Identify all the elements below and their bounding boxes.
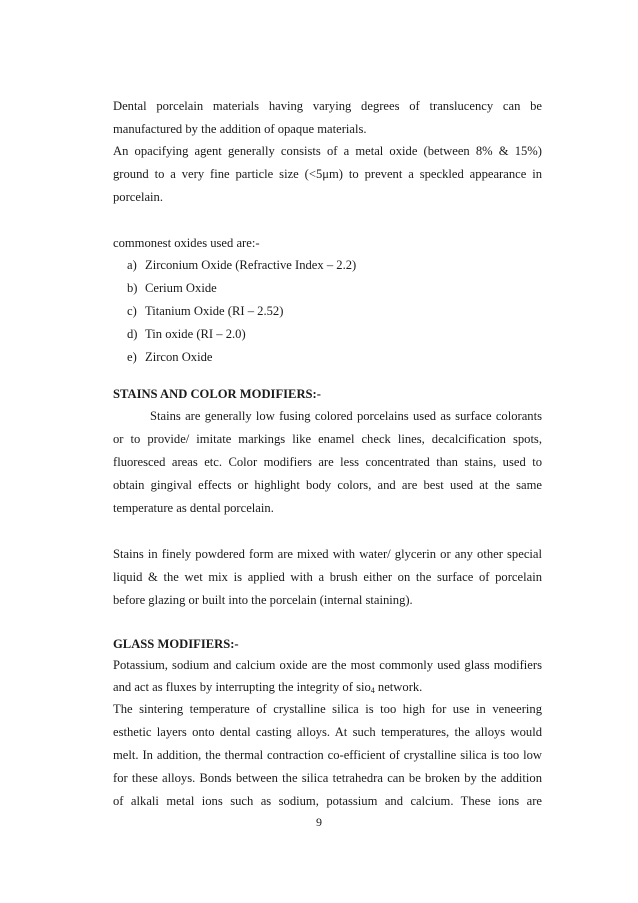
body-text: and act as fluxes by interrupting the integrity of sio — [113, 680, 371, 694]
body-line: temperature as dental porcelain. — [113, 501, 274, 515]
list-marker: a) — [127, 258, 137, 272]
list-item-text: Tin oxide (RI – 2.0) — [145, 327, 246, 341]
body-line: Stains in finely powdered form are mixed with water/ glycerin or any other special — [113, 547, 542, 561]
body-line: liquid & the wet mix is applied with a brush either on the surface of porcelain — [113, 570, 542, 584]
body-line: Dental porcelain materials having varying degrees of translucency can be — [113, 99, 542, 113]
body-line: esthetic layers onto dental casting alloys. At such temperatures, the alloys would — [113, 725, 542, 739]
subscript: 4 — [370, 686, 375, 695]
body-line: of alkali metal ions such as sodium, potassium and calcium. These ions are — [113, 794, 542, 808]
list-item-text: Titanium Oxide (RI – 2.52) — [145, 304, 284, 318]
section-heading-stains: STAINS AND COLOR MODIFIERS:- — [113, 387, 321, 401]
body-line: Potassium, sodium and calcium oxide are the most commonly used glass modifiers — [113, 658, 542, 672]
list-item — [127, 349, 213, 365]
body-line: Stains are generally low fusing colored porcelains used as surface colorants — [150, 409, 542, 423]
list-marker: e) — [127, 350, 137, 364]
oxides-lead: commonest oxides used are:- — [113, 236, 260, 250]
body-line: The sintering temperature of crystalline silica is too high for use in veneering — [113, 702, 542, 716]
list-marker: c) — [127, 304, 137, 318]
body-line: ground to a very fine particle size (<5μm) to prevent a speckled appearance in — [113, 167, 542, 181]
list-marker: b) — [127, 281, 138, 295]
section-heading-glass: GLASS MODIFIERS:- — [113, 637, 239, 651]
list-marker: d) — [127, 327, 138, 341]
body-line: manufactured by the addition of opaque materials. — [113, 122, 367, 136]
body-text: network. — [374, 680, 423, 694]
body-line: for these alloys. Bonds between the silica tetrahedra can be broken by the addition — [113, 771, 542, 785]
body-line: melt. In addition, the thermal contraction co-efficient of crystalline silica is too low — [113, 748, 542, 762]
list-item-text: Zirconium Oxide (Refractive Index – 2.2) — [145, 258, 357, 272]
body-line: or to provide/ imitate markings like enamel check lines, decalcification spots, — [113, 432, 542, 446]
list-item — [127, 257, 356, 273]
page-number: 9 — [316, 815, 322, 829]
body-line: obtain gingival effects or highlight body colors, and are best used at the same — [113, 478, 542, 492]
body-line: An opacifying agent generally consists of a metal oxide (between 8% & 15%) — [113, 144, 542, 158]
list-item — [127, 303, 283, 319]
list-item-text: Zircon Oxide — [145, 350, 213, 364]
body-line — [113, 679, 542, 699]
list-item — [127, 280, 217, 296]
body-line: porcelain. — [113, 190, 163, 204]
body-line: before glazing or built into the porcelain (internal staining). — [113, 593, 413, 607]
list-item — [127, 326, 246, 342]
list-item-text: Cerium Oxide — [145, 281, 217, 295]
body-line: fluoresced areas etc. Color modifiers are less concentrated than stains, used to — [113, 455, 542, 469]
